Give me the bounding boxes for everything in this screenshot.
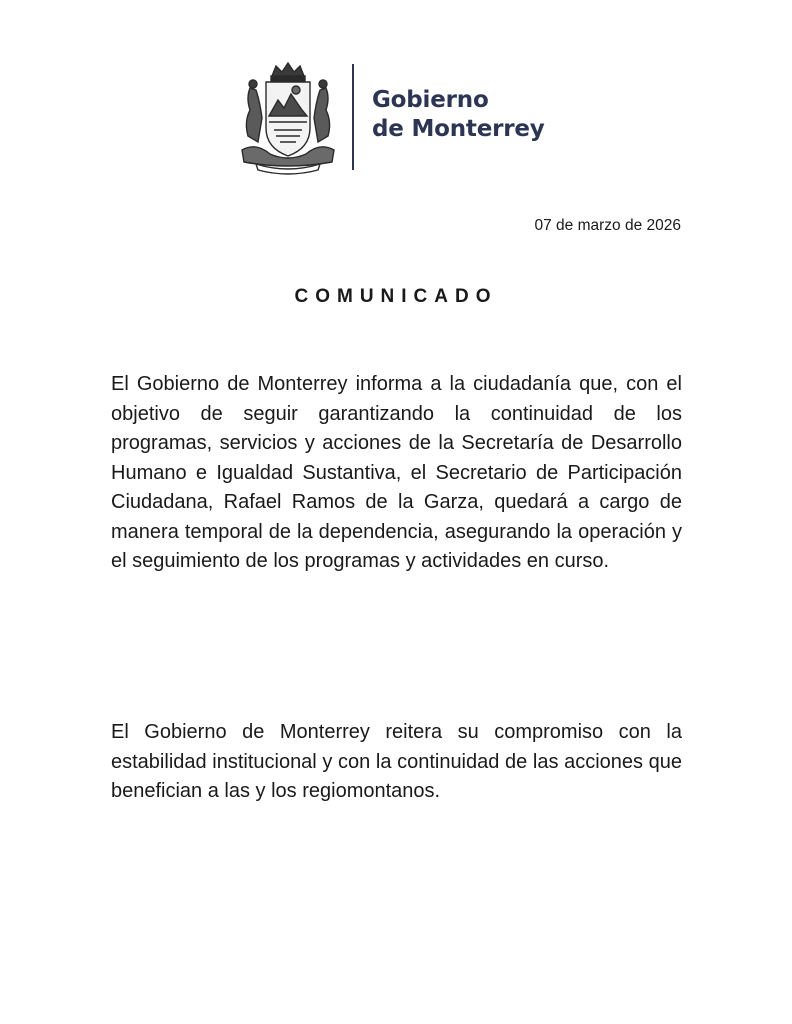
document-header <box>236 58 566 178</box>
body-paragraph-2: El Gobierno de Monterrey reitera su compromiso con la estabilidad institucional y con la continuidad de las acciones que benefician a las y los regiomontanos. <box>111 721 682 802</box>
brand-name <box>372 86 545 144</box>
header-divider <box>352 64 354 170</box>
brand-line-1: Gobierno <box>372 87 489 113</box>
brand-line-2: de Monterrey <box>372 116 545 142</box>
document-title: COMUNICADO <box>294 286 498 307</box>
monterrey-coat-of-arms-icon <box>236 58 340 176</box>
document-date: 07 de marzo de 2026 <box>534 217 681 234</box>
body-paragraph-1: El Gobierno de Monterrey informa a la ciudadanía que, con el objetivo de seguir garantizando la continuidad de los programas, servicios y acciones de la Secretaría de Desarrollo Humano e Igualdad Sustantiva, el Secretario de Participación Ciudadana, Rafael Ramos de la Garza, quedará a cargo de manera temporal de la dependencia, asegurando la operación y el seguimiento de los programas y actividades en curso. <box>111 373 682 572</box>
